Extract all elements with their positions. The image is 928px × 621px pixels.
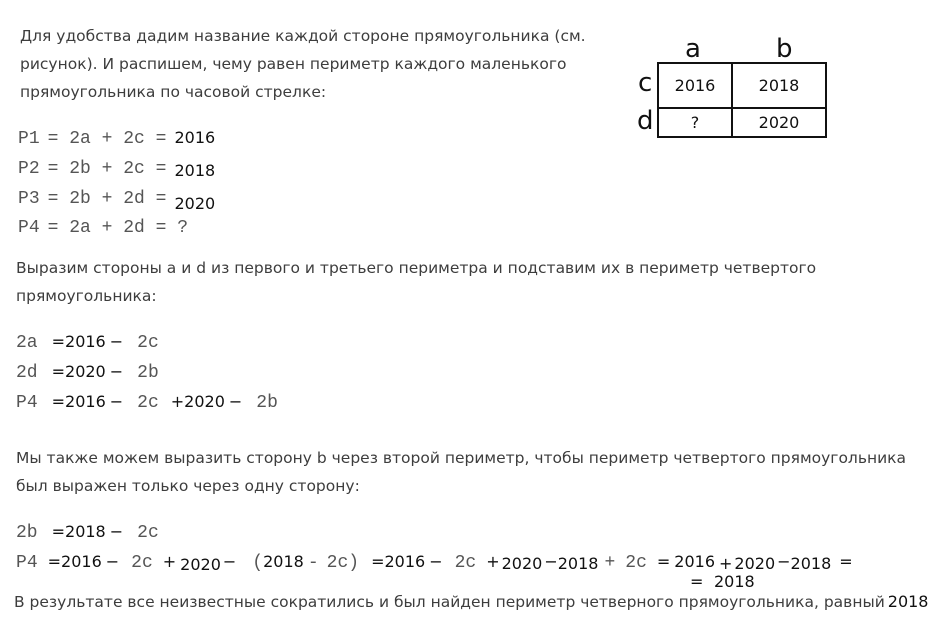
intro-line-1: Для удобства дадим название каждой стороне прямоугольника (см.	[20, 27, 586, 45]
minus: −	[109, 392, 124, 411]
term: 2c	[137, 333, 159, 353]
perimeter-expr: = 2b + 2c =	[47, 159, 167, 179]
perimeter-value: 2016	[174, 128, 216, 147]
intro-line-3: прямоугольника по часовой стрелке:	[20, 83, 327, 101]
perimeter-label: P	[16, 553, 27, 573]
minus: −	[228, 392, 243, 411]
plus: +	[170, 392, 185, 411]
express-d	[16, 362, 159, 383]
perimeter-sub: 3	[28, 189, 40, 209]
label-d: d	[637, 106, 654, 136]
perimeter-sub: 2	[28, 159, 40, 179]
para2-line-1: Выразим стороны a и d из первого и третьего периметра и подставим их в периметр четвертого	[16, 259, 817, 277]
number: 2018	[557, 554, 599, 573]
result-eq-sign: =	[690, 572, 704, 591]
perimeter-label: P	[16, 393, 27, 413]
number: 2018	[263, 552, 304, 571]
term: 2c	[326, 553, 349, 573]
minus: −	[544, 552, 558, 571]
term: 2c	[454, 553, 477, 573]
perimeter-value: 2020	[174, 194, 216, 213]
term: 2c	[131, 553, 153, 573]
minus: -	[307, 553, 319, 573]
term: 2b	[137, 363, 159, 383]
eq-sign: =	[51, 522, 66, 541]
lhs: 2a	[16, 333, 38, 353]
number: 2016	[65, 332, 106, 351]
plus: +	[604, 553, 616, 573]
plus: +	[719, 554, 733, 573]
minus: −	[105, 552, 120, 571]
eq-sign: =	[51, 332, 66, 351]
express-b	[16, 522, 159, 543]
eq-sign: =	[839, 552, 853, 571]
cell-bc: 2018	[733, 64, 825, 109]
express-p4	[16, 392, 278, 413]
number: 2020	[501, 554, 543, 573]
minus: −	[222, 552, 237, 571]
eq-sign: =	[51, 362, 66, 381]
para2-line-2: прямоугольника:	[16, 287, 157, 305]
eq-sign: =	[47, 552, 62, 571]
express-p4-final	[16, 552, 853, 573]
perimeter-3	[18, 188, 216, 213]
minus: −	[109, 522, 124, 541]
label-c: c	[638, 68, 653, 98]
number: 2016	[65, 392, 106, 411]
perimeter-sub: 4	[26, 393, 38, 413]
number: 2020	[180, 555, 221, 574]
minus: −	[777, 552, 791, 571]
perimeter-2	[18, 158, 215, 179]
term: 2c	[137, 393, 159, 413]
paren-close: )	[348, 553, 360, 573]
para3-line-1: Мы также можем выразить сторону b через второй периметр, чтобы периметр четвертого прямоугольника	[16, 449, 907, 467]
number: 2020	[65, 362, 106, 381]
plus: +	[486, 552, 500, 571]
perimeter-label: P	[18, 189, 29, 209]
result-value: 2018	[714, 572, 755, 591]
number: 2018	[790, 554, 832, 573]
perimeter-expr: = 2a + 2c =	[47, 129, 167, 149]
express-a	[16, 332, 159, 353]
eq-sign: =	[51, 392, 66, 411]
number: 2016	[61, 552, 102, 571]
perimeter-sub: 1	[28, 129, 40, 149]
perimeter-value: 2018	[174, 161, 216, 180]
term: 2c	[625, 553, 647, 573]
perimeter-1	[18, 128, 215, 149]
para3-line-2: был выражен только через одну сторону:	[16, 477, 360, 495]
perimeter-sub: 4	[28, 218, 40, 238]
eq-sign: =	[371, 552, 385, 571]
number: 2016	[384, 552, 426, 571]
conclusion	[14, 588, 928, 616]
perimeter-4	[18, 218, 188, 238]
plus: +	[162, 552, 177, 571]
conclusion-text: В результате все неизвестные сократились и был найден периметр четверного прямоугольника, равный	[14, 593, 885, 611]
conclusion-value: 2018	[887, 592, 928, 611]
lhs: 2d	[16, 363, 38, 383]
minus: −	[429, 552, 443, 571]
rectangle-grid	[657, 62, 827, 138]
perimeter-label: P	[18, 159, 29, 179]
label-b: b	[776, 34, 793, 64]
perimeter-label: P	[18, 218, 29, 238]
perimeter-sub: 4	[26, 553, 38, 573]
term: 2b	[256, 393, 278, 413]
number: 2018	[65, 522, 106, 541]
cell-ac: 2016	[659, 64, 733, 109]
intro-line-2: рисунок). И распишем, чему равен периметр каждого маленького	[20, 55, 567, 73]
eq-sign: =	[656, 552, 671, 571]
cell-bd: 2020	[758, 113, 800, 132]
label-a: a	[685, 34, 701, 64]
number: 2016	[674, 552, 715, 571]
minus: −	[109, 362, 124, 381]
perimeter-expr: = 2a + 2d = ?	[47, 218, 189, 238]
term: 2c	[137, 523, 159, 543]
perimeter-expr: = 2b + 2d =	[47, 189, 167, 209]
perimeter-label: P	[18, 129, 29, 149]
number: 2020	[184, 392, 225, 411]
minus: −	[109, 332, 124, 351]
cell-ad: ?	[659, 109, 733, 136]
number: 2020	[734, 554, 776, 573]
lhs: 2b	[16, 523, 38, 543]
paren-open: (	[252, 553, 264, 573]
